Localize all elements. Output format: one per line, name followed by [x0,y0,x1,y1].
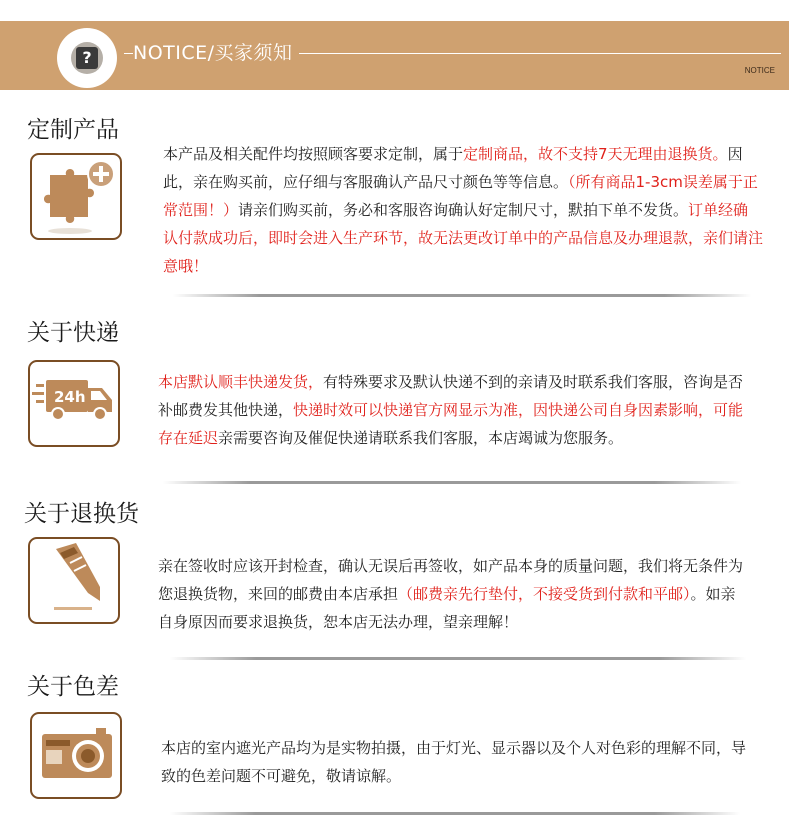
section-title-returns: 关于退换货 [24,501,139,527]
highlight-text: 定制商品，故不支持7天无理由退换货。 [463,145,728,163]
highlight-text: （所有商品1-3cm误差属于正常范围！） [163,173,758,219]
section-divider [163,481,741,484]
highlight-text: 快递时效可以快递官方网显示为准，因快递公司自身因素影响，可能存在延迟 [158,401,744,447]
banner-small-label: NOTICE [744,66,775,75]
section-title-delivery: 关于快递 [27,320,119,346]
section-divider [170,657,746,660]
body-text: 亲需要咨询及催促快递请联系我们客服，本店竭诚为您服务。 [218,429,624,447]
section-returns-text [158,552,748,636]
puzzle-plus-icon [30,153,122,240]
body-text: 请亲们购买前，务必和客服咨询确认好定制尺寸，默拍下单不发货。 [238,201,689,219]
question-badge [57,28,117,88]
section-divider [170,812,740,815]
highlight-text: 订单经确认付款成功后，即时会进入生产环节，故无法更改订单中的产品信息及办理退款，亲们请注意哦！ [163,201,764,275]
body-text: 本产品及相关配件均按照顾客要求定制，属于 [163,145,464,163]
camera-icon [30,712,122,799]
banner-title: NOTICE/买家须知 [133,39,299,67]
section-custom-text [163,140,763,280]
notice-banner [0,21,789,90]
body-text: 因此，亲在购买前，应仔细与客服确认产品尺寸颜色等等信息。 [163,145,743,191]
pencil-icon [28,537,120,624]
highlight-text: 本店默认顺丰快递发货， [158,373,324,391]
question-mark-icon: ? [76,47,98,69]
section-title-color: 关于色差 [27,674,119,700]
body-text: 亲在签收时应该开封检查，确认无误后再签收，如产品本身的质量问题，我们将无条件为您退换货物，来回的邮费由本店承担 [158,557,744,603]
body-text: 。如亲自身原因而要求退换货，恕本店无法办理，望亲理解！ [158,585,736,631]
section-color-text [161,734,751,790]
highlight-text: （邮费亲先行垫付，不接受货到付款和平邮） [398,585,691,603]
section-delivery-text [158,368,758,452]
section-title-custom: 定制产品 [27,117,119,143]
truck-label: 24h [54,388,86,406]
section-divider [173,294,751,297]
body-text: 有特殊要求及默认快递不到的亲请及时联系我们客服，咨询是否补邮费发其他快递， [158,373,744,419]
body-text: 本店的室内遮光产品均为是实物拍摄，由于灯光、显示器以及个人对色彩的理解不同，导致的色差问题不可避免，敬请谅解。 [161,739,747,785]
delivery-truck-icon [28,360,120,447]
